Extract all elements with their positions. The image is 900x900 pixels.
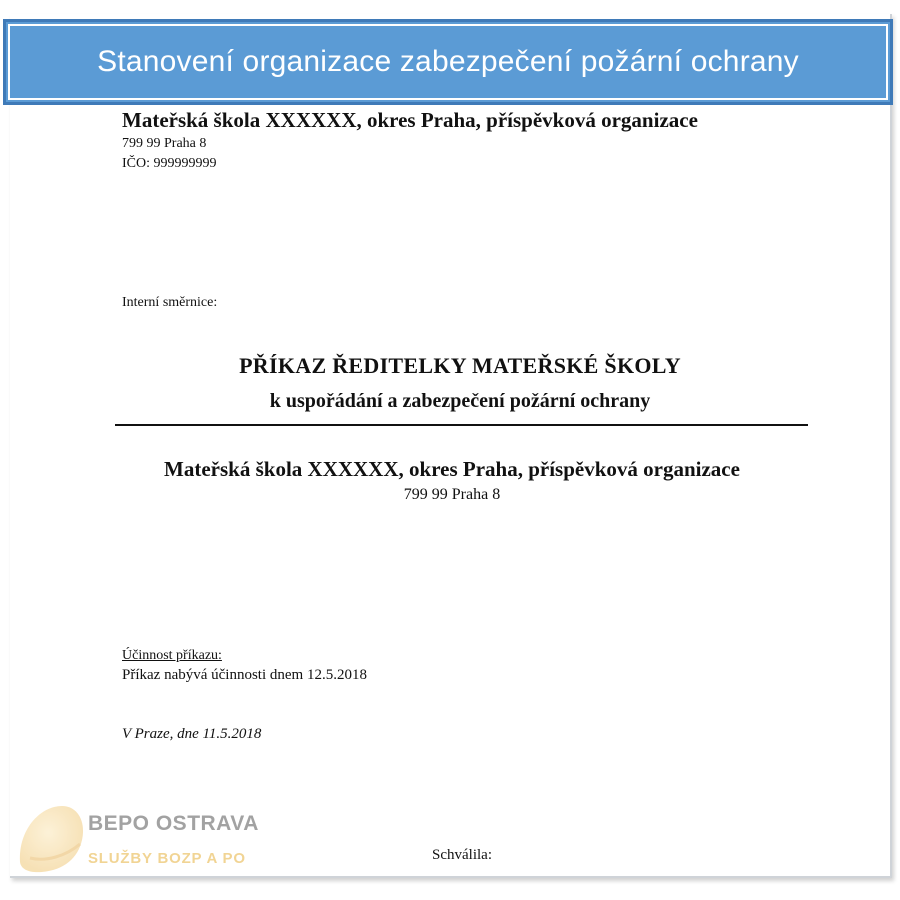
title-banner xyxy=(3,19,893,105)
document-title: PŘÍKAZ ŘEDITELKY MATEŘSKÉ ŠKOLY xyxy=(239,353,681,378)
title-divider xyxy=(115,424,808,426)
approved-label: Schválila: xyxy=(432,847,492,863)
watermark-name: BEPO OSTRAVA xyxy=(88,812,259,835)
banner-title: Stanovení organizace zabezpečení požární ochrany xyxy=(97,45,799,78)
header-ico: IČO: 999999999 xyxy=(122,156,217,171)
directive-label: Interní směrnice: xyxy=(122,295,218,310)
watermark-tagline: SLUŽBY BOZP A PO xyxy=(88,850,246,867)
effectiveness-label: Účinnost příkazu: xyxy=(122,648,222,663)
organization-address: 799 99 Praha 8 xyxy=(403,486,501,503)
header-address: 799 99 Praha 8 xyxy=(122,136,207,151)
header-organization: Mateřská škola XXXXXX, okres Praha, příspěvková organizace xyxy=(122,108,698,132)
effectiveness-text: Příkaz nabývá účinnosti dnem 12.5.2018 xyxy=(122,667,367,683)
organization-name: Mateřská škola XXXXXX, okres Praha, příspěvková organizace xyxy=(164,457,740,481)
document-subtitle: k uspořádání a zabezpečení požární ochrany xyxy=(269,390,651,412)
place-date: V Praze, dne 11.5.2018 xyxy=(122,726,262,742)
